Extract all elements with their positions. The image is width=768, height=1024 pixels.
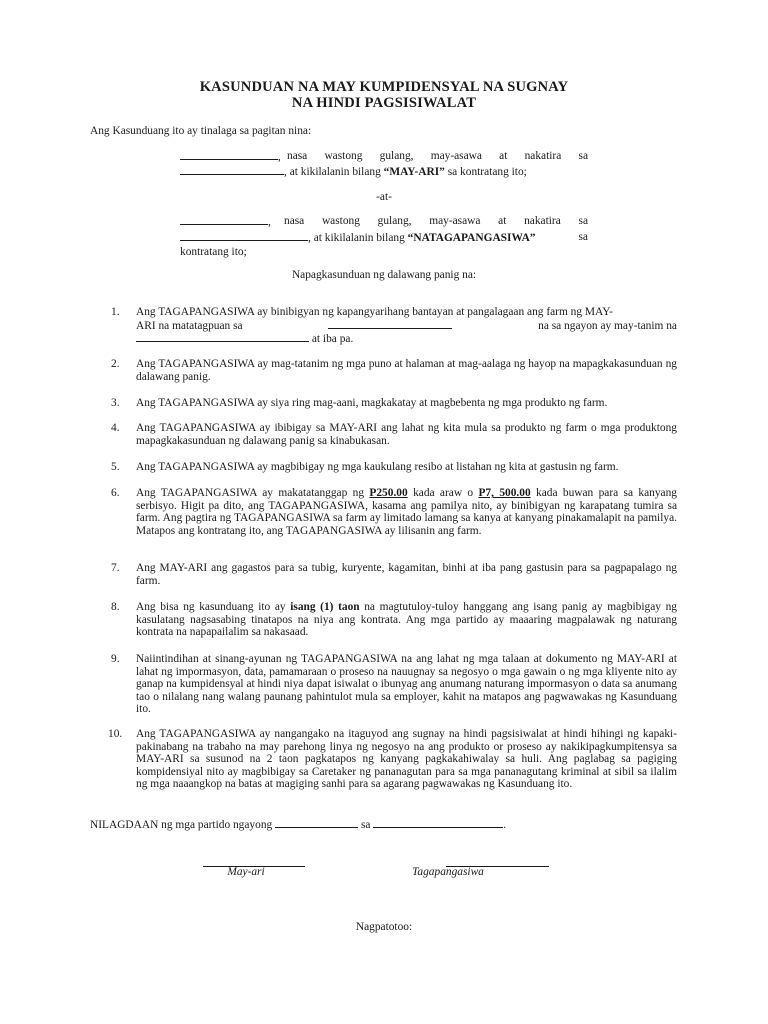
party2-line1: , nasa wastong gulang, may-asawa at nakatira sa — [180, 215, 588, 229]
signing-place-blank — [373, 818, 503, 828]
party1-line2: , at kikilalanin bilang “MAY-ARI” sa kontratang ito; — [180, 165, 600, 179]
item-1-text: Ang TAGAPANGASIWA ay binibigyan ng kapangyarihang bantayan at pangalagaan ang farm ng MAY- ARI na matatagpuan sa na sa ngayon ay may-tanim na at iba pa. — [136, 306, 677, 346]
document-title-line-2: NA HINDI PAGSISIWALAT — [291, 95, 477, 111]
item-6-text: Ang TAGAPANGASIWA ay makatatanggap ng P250.00 kada araw o P7, 500.00 kada buwan para sa kanyang serbisyo. Higit pa dito, ang TAGAPANGASIWA, kasama ang pamilya nito, ay binibigyan ng karapatang tumira sa farm. Ang pagtira ng TAGAPANGASIWA sa farm ay limitado lamang sa kanya at kanyang pinakamalapit na pamilya. Matapos ang kontratang ito, ang TAGAPANGASIWA ay lilisanin ang farm. — [136, 487, 677, 537]
party2-role: “NATAGAPANGASIWA” — [407, 232, 536, 244]
party2-line3: kontratang ito; — [180, 246, 247, 258]
monthly-rate: P7, 500.00 — [478, 487, 531, 499]
farm-location-blank — [328, 319, 452, 329]
party2-line2: , at kikilalanin bilang “NATAGAPANGASIWA” sa — [180, 231, 588, 245]
party1-line1: , nasa wastong gulang, may-asawa at nakatira sa — [180, 150, 588, 164]
item-9-text: Naiintindihan at sinang-ayunan ng TAGAPANGASIWA na ang lahat ng mga talaan at dokumento ng MAY-ARI at lahat ng impormasyon, data, pamamaraan o proseso na nauugnay sa negosyo o mga gawain o ng mga kliyente nito ay ganap na kumpidensyal at hindi niya dapat isiwalat o ibunyag ang anumang naturang impormasyon o data sa anumang tao o nilalang nang walang paunang pahintulot mula sa employer, kahit na matapos ang pagwawakas ng Kasunduang ito. — [136, 653, 677, 716]
intro-text: Ang Kasunduang ito ay tinalaga sa pagitan nina: — [90, 125, 312, 137]
item-8-text: Ang bisa ng kasunduang ito ay isang (1) taon na magtutuloy-tuloy hanggang ang isang panig ay magbibigay ng kasulatang nagsasabing tinatapos na niya ang kontrata. Ang mga partido ay maaaring magpalawak ng naturang kontrata na napapailalim sa nakasaad. — [136, 601, 677, 639]
owner-signature-label: May-ari — [227, 866, 265, 878]
signing-date-blank — [275, 818, 358, 828]
daily-rate: P250.00 — [369, 487, 408, 499]
item-10-text: Ang TAGAPANGASIWA ay nangangako na itaguyod ang sugnay na hindi pagsisiwalat at hindi hihingi ng kapaki-pakinabang na trabaho na may parehong linya ng negosyo na ang produkto or proseso ay nakikipagkumpitensya sa MAY-ARI sa susunod na 2 taon pagkatapos ng kanyang pagkakahiwalay sa huli. Ang paglabag sa pagiging kompidensiyal nito ay magbibigay sa Caretaker ng pananagutan para sa mga pananagutang kriminal at sibil sa ilalim ng mga naaangkop na batas at magiging sanhi para sa agarang pagwawakas ng Kasunduang ito. — [136, 728, 677, 791]
contract-duration: isang (1) taon — [290, 601, 360, 613]
document-title-line-1: KASUNDUAN NA MAY KUMPIDENSYAL NA SUGNAY — [199, 79, 569, 95]
party2-name-blank — [180, 215, 268, 225]
crops-blank — [136, 332, 309, 342]
party1-name-blank — [180, 150, 278, 160]
party1-address-blank — [180, 165, 284, 175]
party1-role: “MAY-ARI” — [383, 166, 445, 178]
party1-line1-text: nasa wastong gulang, may-asawa at nakatira sa — [287, 150, 588, 162]
document-page: KASUNDUAN NA MAY KUMPIDENSYAL NA SUGNAY NA HINDI PAGSISIWALAT Ang Kasunduang ito ay tinalaga sa pagitan nina: , nasa wastong gulang, may-asawa at nakatira sa , at kikilalanin bilang “MAY-ARI” sa kontratang ito; -at- , nasa wastong gulang, may-asawa at nakatira sa , at kikilalanin bilang “NATAGAPANGASIWA” sa kontratang ito; Napagkasunduan ng dalawang panig na: 1. Ang TAGAPANGASIWA ay binibigyan ng kapangyarihang bantayan at pangalagaan ang farm ng MAY- ARI na matatagpuan sa na sa ngayon ay may-tanim na at iba pa. 2. Ang TAGAPANGASIWA ay mag-tatanim ng mga puno at halaman at mag-aalaga ng hayop na mapagkakasunduan ng dalawang panig. 3. Ang TAGAPANGASIWA ay siya ring mag-aani, magkakatay at magbebenta ng mga produkto ng farm. 4. Ang TAGAPANGASIWA ay ibibigay sa MAY-ARI ang lahat ng kita mula sa produkto ng farm o mga produktong mapagkakasunduan ng dalawang panig sa kinabukasan. 5. Ang TAGAPANGASIWA ay magbibigay ng mga kaukulang resibo at listahan ng kita at gastusin ng farm. 6. Ang TAGAPANGASIWA ay makatatanggap ng P250.00 kada araw o P7, 500.00 kada buwan para sa kanyang serbisyo. Higit pa dito, ang TAGAPANGASIWA, kasama ang pamilya nito, ay binibigyan ng karapatang tumira sa farm. Ang pagtira ng TAGAPANGASIWA sa farm ay limitado lamang sa kanya at kanyang pinakamalapit na pamilya. Matapos ang kontratang ito, ang TAGAPANGASIWA ay lilisanin ang farm. 7. Ang MAY-ARI ang gagastos para sa tubig, kuryente, kagamitan, binhi at iba pang gastusin para sa pagpapalago ng farm. 8. Ang bisa ng kasunduang ito ay isang (1) taon na magtutuloy-tuloy hanggang ang isang panig ay magbibigay ng kasulatang nagsasabing tinatapos na niya ang kontrata. Ang mga partido ay maaaring magpalawak ng naturang kontrata na napapailalim sa nakasaad. 9. Naiintindihan at sinang-ayunan ng TAGAPANGASIWA na ang lahat ng mga talaan at dokumento ng MAY-ARI at lahat ng impormasyon, data, pamamaraan o proseso na nauugnay sa negosyo o mga gawain o ng mga kliyente nito ay ganap na kumpidensyal at hindi niya dapat isiwalat o ibunyag ang anumang naturang impormasyon o data sa anumang tao o nilalang nang walang paunang pahintulot mula sa employer, kahit na matapos ang pagwawakas ng Kasunduang ito. 10. Ang TAGAPANGASIWA ay nangangako na itaguyod ang sugnay na hindi pagsisiwalat at hindi hihingi ng kapaki-pakinabang na trabaho na may parehong linya ng negosyo na ang produkto or proseso ay nakikipagkumpitensya sa MAY-ARI sa susunod na 2 taon pagkatapos ng kanyang pagkakahiwalay sa huli. Ang paglabag sa pagiging kompidensiyal nito ay magbibigay sa Caretaker ng pananagutan para sa mga pananagutang kriminal at sibil sa ilalim ng mga naaangkop na batas at magiging sanhi para sa agarang pagwawakas ng Kasunduang ito. NILAGDAAN ng mga partido ngayong sa . May-ari Tagapangasiwa Nagpatotoo: — [0, 0, 768, 1024]
item-3-text: Ang TAGAPANGASIWA ay siya ring mag-aani, magkakatay at magbebenta ng mga produkto ng farm. — [136, 397, 608, 409]
item-2-text: Ang TAGAPANGASIWA ay mag-tatanim ng mga puno at halaman at mag-aalaga ng hayop na mapagkakasunduan ng dalawang panig. — [136, 358, 677, 383]
item-7-text: Ang MAY-ARI ang gagastos para sa tubig, kuryente, kagamitan, binhi at iba pang gastusin para sa pagpapalago ng farm. — [136, 562, 677, 587]
agreement-heading: Napagkasunduan ng dalawang panig na: — [291, 269, 477, 281]
witness-label: Nagpatotoo: — [355, 921, 413, 933]
item-5-text: Ang TAGAPANGASIWA ay magbibigay ng mga kaukulang resibo at listahan ng kita at gastusin ng farm. — [136, 461, 619, 473]
item-4-text: Ang TAGAPANGASIWA ay ibibigay sa MAY-ARI ang lahat ng kita mula sa produkto ng farm o mga produktong mapagkakasunduan ng dalawang panig sa kinabukasan. — [136, 422, 677, 447]
separator-text: -at- — [376, 191, 392, 203]
signed-line: NILAGDAAN ng mga partido ngayong sa . — [90, 819, 507, 831]
party2-line1-text: nasa wastong gulang, may-asawa at nakatira sa — [284, 215, 588, 227]
party2-address-blank — [180, 231, 308, 241]
caretaker-signature-label: Tagapangasiwa — [412, 866, 484, 878]
